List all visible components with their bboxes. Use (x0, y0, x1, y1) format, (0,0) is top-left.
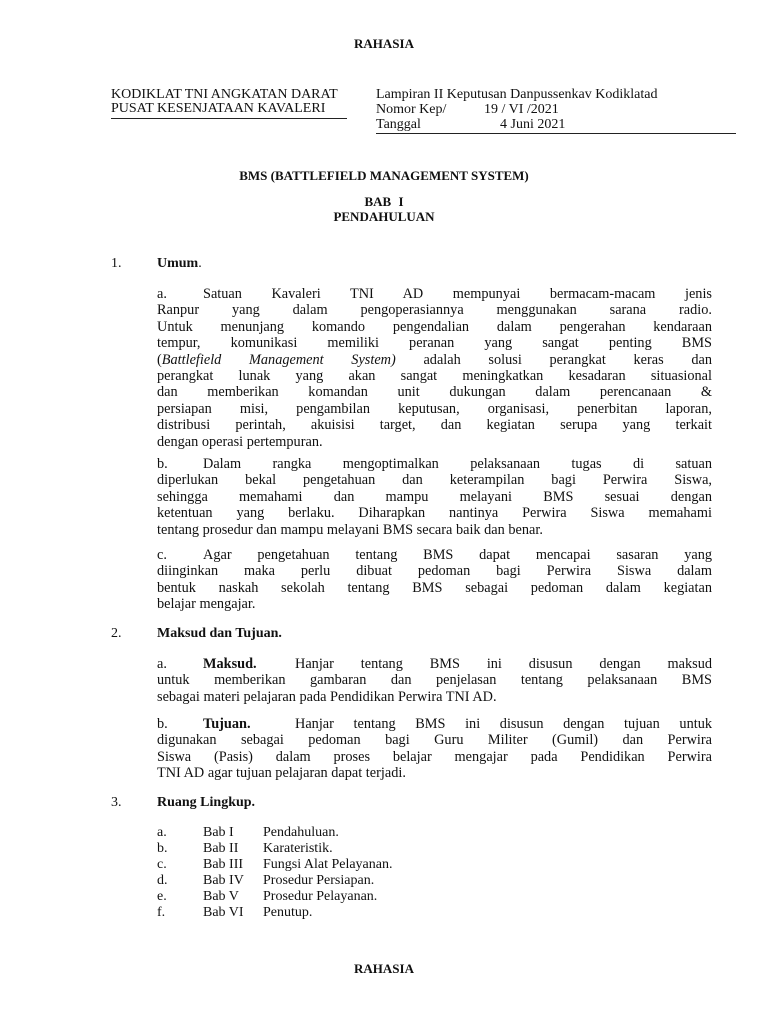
list-item (157, 905, 312, 921)
para-line: Agar pengetahuan tentang BMS dapat mencapai sasaran yang (203, 547, 712, 563)
para-label: b. (157, 716, 168, 732)
list-name: Penutup. (263, 905, 313, 920)
section-title-text: Umum (157, 256, 199, 271)
para-line: tempur, komunikasi memiliki peranan yang sangat penting BMS (157, 335, 712, 352)
para-line: bentuk naskah sekolah tentang BMS sebagai pedoman dalam kegiatan (157, 579, 712, 596)
para-fragment: adalah solusi perangkat keras dan (395, 351, 713, 368)
ref-nomor-value: 19 / VI /2021 (484, 102, 559, 117)
paragraph-1a (157, 286, 712, 450)
section-number-2: 2. (111, 626, 122, 641)
list-bab: Bab II (203, 841, 239, 856)
para-fragment: ( (157, 351, 162, 368)
para-line: dengan operasi pertempuran. (157, 433, 323, 450)
para-label: b. (157, 456, 168, 472)
list-name: Pendahuluan. (263, 825, 339, 840)
para-line: Untuk menunjang komando pengendalian dalam pengerahan kendaraan (157, 318, 712, 335)
para-line: Siswa (Pasis) dalam proses belajar mengajar pada Pendidikan Perwira (157, 748, 712, 765)
list-item (157, 857, 393, 873)
list-label: a. (157, 825, 167, 840)
section-title-maksud-tujuan: Maksud dan Tujuan. (157, 626, 282, 641)
paragraph-2a (157, 656, 712, 705)
list-name: Karateristik. (263, 841, 333, 856)
para-line: Dalam rangka mengoptimalkan pelaksanaan tugas di satuan (203, 456, 712, 472)
section-title-suffix: . (198, 256, 202, 271)
list-name: Fungsi Alat Pelayanan. (263, 857, 393, 872)
section-number-3: 3. (111, 795, 122, 810)
para-line: distribusi perintah, akuisisi target, dan kegiatan serupa yang terkait (157, 417, 712, 434)
list-item (157, 841, 333, 857)
ref-underline (376, 133, 736, 134)
ref-tanggal (376, 117, 565, 133)
para-line: digunakan sebagai pedoman bagi Guru Militer (Gumil) dan Perwira (157, 732, 712, 749)
para-label: a. (157, 656, 167, 672)
bab-heading: BAB I (364, 194, 404, 209)
section-number-1: 1. (111, 256, 122, 271)
para-line: perangkat lunak yang akan sangat meningkatkan kesadaran situasional (157, 368, 712, 385)
para-line: tentang prosedur dan mampu melayani BMS secara baik dan benar. (157, 521, 543, 538)
para-line: Hanjar tentang BMS ini disusun dengan maksud (295, 656, 712, 672)
para-line: diperlukan bekal pengetahuan dan keterampilan bagi Perwira Siswa, (157, 472, 712, 489)
paragraph-1b (157, 456, 712, 538)
para-line: belajar mengajar. (157, 596, 256, 613)
ref-tanggal-label: Tanggal (376, 117, 421, 132)
list-label: c. (157, 857, 167, 872)
para-line: sehingga memahami dan mampu melayani BMS sesuai dengan (157, 488, 712, 505)
list-label: b. (157, 841, 168, 856)
org-underline (111, 118, 347, 119)
list-label: f. (157, 905, 166, 920)
classification-bottom: RAHASIA (354, 961, 414, 976)
para-bold-term: Tujuan. (203, 716, 251, 732)
list-label: d. (157, 873, 168, 888)
list-bab: Bab V (203, 889, 239, 904)
para-line: ketentuan yang berlaku. Diharapkan nantinya Perwira Siswa memahami (157, 505, 712, 522)
bab-name: PENDAHULUAN (333, 209, 435, 224)
ref-tanggal-value: 4 Juni 2021 (500, 117, 566, 132)
para-italic-term: Battlefield Management System) (161, 351, 396, 368)
paragraph-2b (157, 716, 712, 782)
para-line: persiapan misi, pengambilan keputusan, organisasi, penerbitan laporan, (157, 400, 712, 417)
para-line: diinginkan maka perlu dibuat pedoman bagi Perwira Siswa dalam (157, 563, 712, 580)
org-line-2: PUSAT KESENJATAAN KAVALERI (111, 101, 326, 116)
section-title-umum (157, 256, 202, 272)
para-bold-term: Maksud. (203, 656, 257, 672)
section-title-ruang-lingkup: Ruang Lingkup. (157, 795, 256, 810)
ref-nomor (376, 102, 559, 118)
list-name: Prosedur Persiapan. (263, 873, 375, 888)
ref-nomor-label: Nomor Kep/ (376, 102, 447, 117)
para-line: untuk memberikan gambaran dan penjelasan tentang pelaksanaan BMS (157, 672, 712, 689)
para-line: Ranpur yang dalam pengoperasiannya menggunakan sarana radio. (157, 302, 712, 319)
org-line-1: KODIKLAT TNI ANGKATAN DARAT (111, 87, 338, 102)
list-bab: Bab VI (203, 905, 244, 920)
list-item (157, 889, 377, 905)
list-bab: Bab IV (203, 873, 244, 888)
list-bab: Bab III (203, 857, 244, 872)
list-bab: Bab I (203, 825, 234, 840)
para-label: c. (157, 547, 167, 563)
list-label: e. (157, 889, 167, 904)
paragraph-1c (157, 547, 712, 613)
para-line: dan memberikan komandan unit dukungan dalam perencanaan & (157, 384, 712, 401)
para-line (157, 352, 712, 368)
list-name: Prosedur Pelayanan. (263, 889, 378, 904)
para-line: Satuan Kavaleri TNI AD mempunyai bermacam-macam jenis (203, 286, 712, 302)
para-line: TNI AD agar tujuan pelajaran dapat terjadi. (157, 765, 406, 782)
para-line: Hanjar tentang BMS ini disusun dengan tujuan untuk (295, 716, 712, 732)
para-label: a. (157, 286, 167, 302)
ref-line-1: Lampiran II Keputusan Danpussenkav Kodiklatad (376, 87, 658, 102)
list-item (157, 873, 374, 889)
para-line: sebagai materi pelajaran pada Pendidikan Perwira TNI AD. (157, 688, 497, 705)
document-title: BMS (BATTLEFIELD MANAGEMENT SYSTEM) (239, 168, 529, 183)
list-item (157, 825, 339, 841)
classification-top: RAHASIA (354, 36, 414, 51)
